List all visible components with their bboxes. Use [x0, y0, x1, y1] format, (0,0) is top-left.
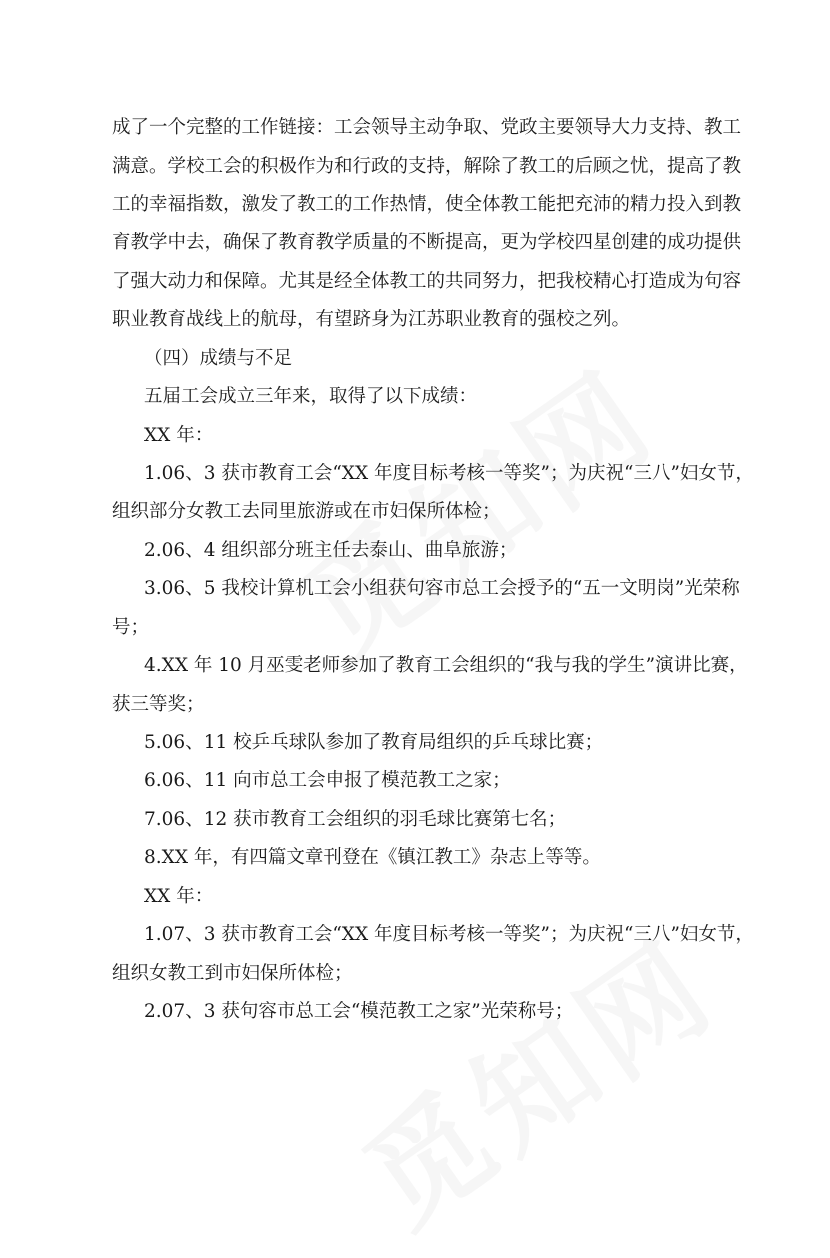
body-line: 成了一个完整的工作链接：工会领导主动争取、党政主要领导大力支持、教工 [112, 117, 742, 138]
list-item-continuation: 组织部分女教工去同里旅游或在市妇保所体检； [112, 501, 501, 522]
year-heading: XX 年： [144, 886, 214, 907]
list-item: 1.07、3 获市教育工会“XX 年度目标考核一等奖”；为庆祝“三八”妇女节， [144, 924, 754, 945]
body-line: 了强大动力和保障。尤其是经全体教工的共同努力，把我校精心打造成为句容 [112, 271, 742, 292]
list-item: 6.06、11 向市总工会申报了模范教工之家； [144, 770, 511, 791]
list-item: 1.06、3 获市教育工会“XX 年度目标考核一等奖”；为庆祝“三八”妇女节， [144, 463, 754, 484]
list-item: 5.06、11 校乒乓球队参加了教育局组织的乒乓球比赛； [144, 732, 604, 753]
body-line: 育教学中去，确保了教育教学质量的不断提高，更为学校四星创建的成功提供 [112, 232, 742, 253]
body-line: 满意。学校工会的积极作为和行政的支持，解除了教工的后顾之忧，提高了教 [112, 156, 742, 177]
list-item: 3.06、5 我校计算机工会小组获句容市总工会授予的“五一文明岗”光荣称 [144, 578, 740, 599]
list-item-continuation: 组织女教工到市妇保所体检； [112, 963, 353, 984]
body-line: 职业教育战线上的航母，有望跻身为江苏职业教育的强校之列。 [112, 309, 631, 330]
year-heading: XX 年： [144, 425, 214, 446]
watermark-text-bottom [326, 894, 744, 1258]
list-item: 4.XX 年 10 月巫雯老师参加了教育工会组织的“我与我的学生”演讲比赛， [144, 655, 748, 676]
body-line: 五届工会成立三年来，取得了以下成绩： [144, 386, 478, 407]
section-heading: （四）成绩与不足 [144, 348, 293, 369]
list-item-continuation: 号； [112, 617, 150, 638]
list-item: 2.06、4 组织部分班主任去泰山、曲阜旅游； [144, 540, 518, 561]
list-item: 8.XX 年，有四篇文章刊登在《镇江教工》杂志上等等。 [144, 847, 601, 868]
body-line: 工的幸福指数，激发了教工的工作热情，使全体教工能把充沛的精力投入到教 [112, 194, 742, 215]
list-item-continuation: 获三等奖； [112, 694, 205, 715]
list-item: 2.07、3 获句容市总工会“模范教工之家”光荣称号； [144, 1001, 574, 1022]
list-item: 7.06、12 获市教育工会组织的羽毛球比赛第七名； [144, 809, 567, 830]
